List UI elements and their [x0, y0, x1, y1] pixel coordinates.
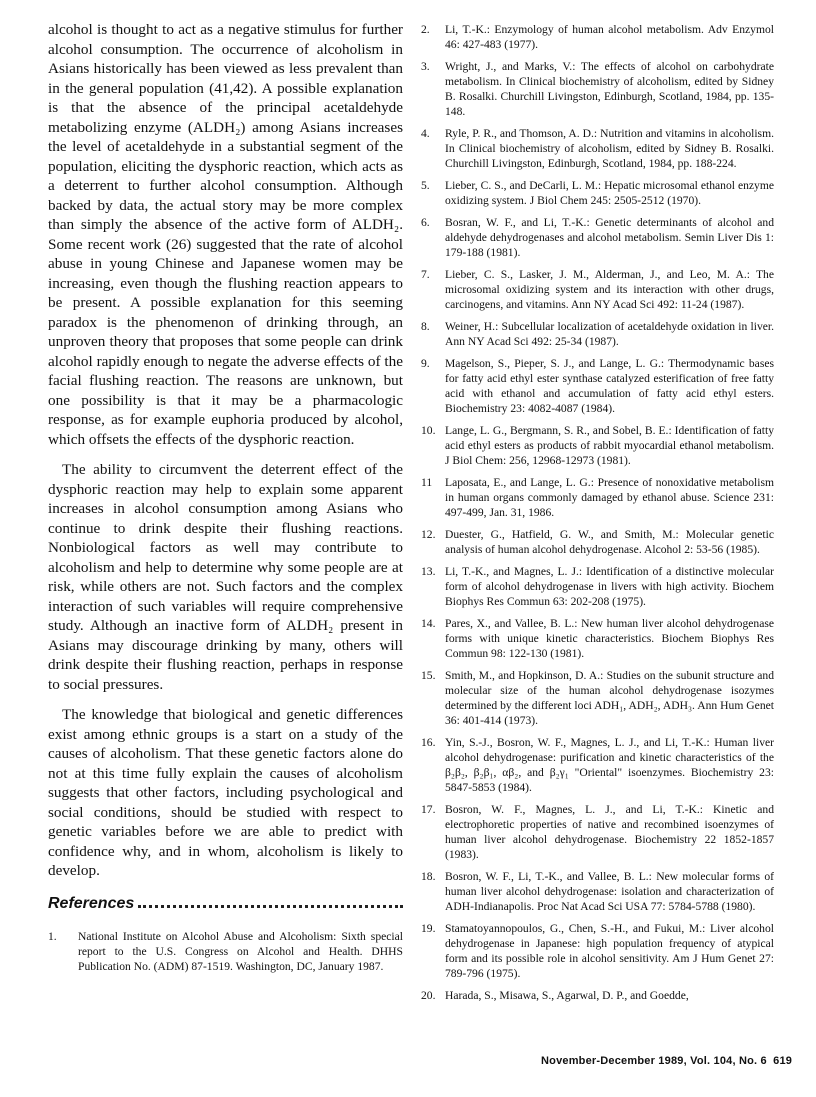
reference-text: Weiner, H.: Subcellular localization of acetaldehyde oxidation in liver. Ann NY Acad Sci 492: 25-34 (1987).: [445, 320, 774, 348]
reference-text: Yin, S.-J., Bosron, W. F., Magnes, L. J., and Li, T.-K.: Human liver alcohol dehydrogenase: purification and kinetic characteristics of the β₂β₂, β₂β₁, αβ₂, and β₂γ₁ "Oriental" isoenzymes. Biochemistry 23: 5847-5853 (1984).: [445, 736, 774, 794]
reference-number: 8.: [421, 320, 430, 333]
reference-number: 2.: [421, 23, 430, 36]
reference-item: [421, 921, 774, 981]
reference-number: 3.: [421, 60, 430, 73]
page-number: 619: [773, 1055, 793, 1067]
reference-text: Li, T.-K.: Enzymology of human alcohol metabolism. Adv Enzymol 46: 427-483 (1977).: [445, 23, 774, 51]
reference-number: 4.: [421, 127, 430, 140]
reference-item: [421, 267, 774, 312]
reference-item: [421, 735, 774, 795]
body-paragraph-3: The knowledge that biological and genetic differences exist among ethnic groups is a start on a study of the causes of alcoholism. That these genetic factors alone do not at this time fully explain the causes of alcoholism suggests that other factors, including psychological and social conditions, should be studied with respect to genetic variables before we are able to predict with confidence why, and in whom, alcoholism is likely to develop.: [48, 706, 403, 879]
reference-text: Bosran, W. F., and Li, T.-K.: Genetic determinants of alcohol and aldehyde dehydrogenases and alcohol metabolism. Semin Liver Dis 1: 179-188 (1981).: [445, 216, 774, 259]
reference-item: [421, 668, 774, 728]
reference-text: Wright, J., and Marks, V.: The effects of alcohol on carbohydrate metabolism. In Clinical biochemistry of alcoholism, edited by Sidney B. Rosalki. Churchill Livingston, Edinburgh, Scotland, 1984, pp. 135-148.: [445, 60, 774, 118]
reference-text: Smith, M., and Hopkinson, D. A.: Studies on the subunit structure and molecular size of the human alcohol dehydrogenase isozymes determined by the different loci ADH₁, ADH₂, ADH₃. Ann Hum Genet 36: 401-414 (1973).: [445, 669, 774, 727]
reference-number: 20.: [421, 989, 436, 1002]
reference-text: Duester, G., Hatfield, G. W., and Smith, M.: Molecular genetic analysis of human alcohol dehydrogenase. Alcohol 2: 53-56 (1985).: [445, 528, 774, 556]
reference-item: [421, 564, 774, 609]
reference-number: 9.: [421, 357, 430, 370]
reference-text: Laposata, E., and Lange, L. G.: Presence of nonoxidative metabolism in human organs commonly damaged by ethanol abuse. Science 231: 497-499, Jan. 31, 1986.: [445, 476, 774, 519]
reference-number: 16.: [421, 736, 436, 749]
page-footer: [541, 1055, 795, 1067]
reference-number: 17.: [421, 803, 436, 816]
reference-text: Bosron, W. F., Li, T.-K., and Vallee, B. L.: New molecular forms of human liver alcohol dehydrogenase: isolation and characterization of ADH-Indianapolis. Proc Nat Acad Sci USA 77: 5784-5788 (1980).: [445, 870, 774, 913]
reference-item: [421, 215, 774, 260]
reference-item: [421, 59, 774, 119]
right-column-references: [421, 22, 774, 1010]
reference-number: 5.: [421, 179, 430, 192]
reference-text: Stamatoyannopoulos, G., Chen, S.-H., and Fukui, M.: Liver alcohol dehydrogenase in Japanese: high population frequency of atypical form and its possible role in alcohol sensitivity. Am J Hum Genet 27: 789-796 (1975).: [445, 922, 774, 980]
reference-text: Lieber, C. S., Lasker, J. M., Alderman, J., and Leo, M. A.: The microsomal oxidizing system and its interaction with other drugs, carcinogens, and vitamins. Ann NY Acad Sci 492: 11-24 (1987).: [445, 268, 774, 311]
reference-text: Bosron, W. F., Magnes, L. J., and Li, T.-K.: Kinetic and electrophoretic properties of native and recombined isoenzymes of human liver alcohol dehydrogenase. Biochemistry 22 1852-1857 (1983).: [445, 803, 774, 861]
reference-item: [421, 22, 774, 52]
reference-item: [421, 126, 774, 171]
reference-text: Lange, L. G., Bergmann, S. R., and Sobel, B. E.: Identification of fatty acid ethyl esters as products of rabbit myocardial ethanol metabolism. J Biol Chem: 256, 12968-12973 (1981).: [445, 424, 774, 467]
reference-number: 13.: [421, 565, 436, 578]
reference-text: Ryle, P. R., and Thomson, A. D.: Nutrition and vitamins in alcoholism. In Clinical biochemistry of alcoholism, edited by Sidney B. Rosalki. Churchill Livingston, Edinburgh, Scotland, 1984, pp. 188-224.: [445, 127, 774, 170]
reference-item: [421, 319, 774, 349]
reference-number: 7.: [421, 268, 430, 281]
reference-number: 19.: [421, 922, 436, 935]
reference-text: Harada, S., Misawa, S., Agarwal, D. P., and Goedde,: [445, 989, 689, 1002]
left-column: [48, 20, 403, 982]
reference-item: [421, 475, 774, 520]
reference-item: [421, 178, 774, 208]
reference-number: 15.: [421, 669, 436, 682]
reference-item: [421, 869, 774, 914]
references-heading-leader: [138, 897, 403, 908]
reference-number: 6.: [421, 216, 430, 229]
issue-info: November-December 1989, Vol. 104, No. 6: [541, 1055, 767, 1067]
reference-item: [421, 988, 774, 1003]
reference-item: [421, 616, 774, 661]
body-paragraph-1: alcohol is thought to act as a negative stimulus for further alcohol consumption. The occurrence of alcoholism in Asians historically has been viewed as less prevalent than in the general population (41,42). A possible explanation is that the absence of the principal acetaldehyde metabolizing enzyme (ALDH₂) among Asians increases the level of acetaldehyde in a substantial segment of the population, eliciting the dysphoric reaction, which acts as a deterrent to further alcohol consumption. Although backed by data, the actual story may be more complex than simply the absence of the active form of ALDH₂. Some recent work (26) suggested that the rate of alcohol abuse in young Chinese and Japanese women may be increasing, even though the flushing reaction appears to be present. A possible explanation for this seeming paradox is the phenomenon of drinking through, an unproven theory that proposes that some people can drink alcohol rapidly enough to negate the adverse effects of the facial flushing reaction. The reasons are unknown, but one possibility is that it may be a pharmacologic response, as for example euphoria produced by alcohol, which offsets the effects of the dysphoric reaction.: [48, 21, 403, 448]
reference-number: 12.: [421, 528, 436, 541]
reference-item: [421, 802, 774, 862]
reference-number: 11: [421, 476, 433, 489]
reference-item-1: [48, 929, 403, 974]
reference-text: National Institute on Alcohol Abuse and Alcoholism: Sixth special report to the U.S. Congress on Alcohol and Health. DHHS Publication No. (ADM) 87-1519. Washington, DC, January 1987.: [78, 929, 403, 973]
reference-item: [421, 423, 774, 468]
reference-item: [421, 527, 774, 557]
reference-item: [421, 356, 774, 416]
reference-number: 1.: [48, 929, 57, 943]
reference-text: Li, T.-K., and Magnes, L. J.: Identification of a distinctive molecular form of alcohol dehydrogenase in livers with high activity. Biochem Biophys Res Commun 63: 202-208 (1975).: [445, 565, 774, 608]
reference-text: Pares, X., and Vallee, B. L.: New human liver alcohol dehydrogenase forms with unique kinetic characteristics. Biochem Biophys Res Commun 98: 122-130 (1981).: [445, 617, 774, 660]
reference-number: 14.: [421, 617, 436, 630]
reference-text: Lieber, C. S., and DeCarli, L. M.: Hepatic microsomal ethanol enzyme oxidizing system. J Biol Chem 245: 2505-2512 (1970).: [445, 179, 774, 207]
references-heading: [48, 895, 403, 913]
reference-text: Magelson, S., Pieper, S. J., and Lange, L. G.: Thermodynamic bases for fatty acid ethyl ester synthase catalyzed esterification of free fatty acid with ethanol and accumulation of fatty acid ethyl esters. Biochemistry 23: 4082-4087 (1984).: [445, 357, 774, 415]
body-paragraph-2: The ability to circumvent the deterrent effect of the dysphoric reaction may help to explain some apparent increases in alcohol consumption among Asians who continue to drink despite their flushing reactions. Nonbiological factors as well may contribute to alcoholism and help to determine why some people are at risk, while others are not. Such factors and the complex interaction of such variables will require comprehensive study. Although an inactive form of ALDH₂ present in Asians may discourage drinking by many, others will drink despite their flushing reaction, perhaps in response to social pressures.: [48, 461, 403, 693]
reference-number: 18.: [421, 870, 436, 883]
reference-number: 10.: [421, 424, 436, 437]
references-heading-label: References: [48, 894, 135, 912]
